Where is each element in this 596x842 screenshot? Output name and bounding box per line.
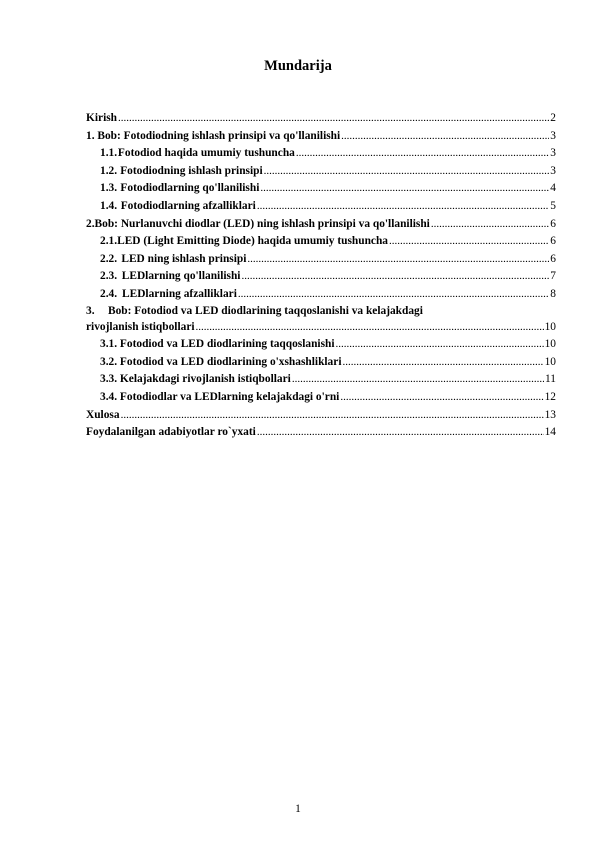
- toc-entry-1-3[interactable]: [86, 180, 556, 198]
- table-of-contents: [86, 110, 556, 442]
- toc-page-number: 6: [550, 235, 556, 248]
- toc-entry-chapter-1[interactable]: [86, 128, 556, 146]
- toc-page-number: 10: [544, 338, 556, 351]
- toc-entry-xulosa[interactable]: [86, 407, 556, 425]
- toc-label: LEDlarning qo'llanilishi: [121, 270, 241, 283]
- toc-page-number: 6: [550, 217, 556, 230]
- leader-dots: [292, 371, 544, 389]
- page-title: Mundarija: [264, 58, 332, 74]
- toc-entry-3-1[interactable]: [86, 336, 556, 354]
- toc-label: 3.2. Fotodiod va LED diodlarining o'xshashliklari: [100, 355, 342, 368]
- leader-dots: [247, 251, 549, 269]
- toc-page-number: 4: [550, 182, 556, 195]
- toc-number: 1.3.: [100, 182, 118, 195]
- leader-dots: [389, 233, 549, 251]
- leader-dots: [238, 286, 549, 304]
- toc-label-line-2: [86, 319, 556, 337]
- toc-label: 3.4. Fotodiodlar va LEDlarning kelajakdagi o'rni: [100, 390, 340, 403]
- toc-entry-2-4[interactable]: [86, 286, 556, 304]
- toc-page-number: 3: [550, 164, 556, 177]
- toc-entry-2-2[interactable]: [86, 251, 556, 269]
- leader-dots: [196, 319, 544, 337]
- toc-entry-3-2[interactable]: [86, 354, 556, 372]
- toc-page-number: 5: [550, 199, 556, 212]
- page-number: 1: [295, 803, 301, 815]
- toc-entry-2-3[interactable]: [86, 268, 556, 286]
- leader-dots: [241, 268, 549, 286]
- toc-page-number: 7: [550, 270, 556, 283]
- leader-dots: [431, 216, 549, 234]
- toc-page-number: 3: [550, 147, 556, 160]
- toc-number: 1.2.: [100, 164, 118, 177]
- toc-number: 2.1.: [100, 235, 118, 248]
- toc-page-number: 11: [545, 373, 556, 386]
- toc-label: LED (Light Emitting Diode) haqida umumiy tushuncha: [117, 235, 388, 248]
- toc-entry-1-2[interactable]: [86, 163, 556, 181]
- toc-label: 3.3. Kelajakdagi rivojlanish istiqbollari: [100, 373, 291, 386]
- leader-dots: [296, 145, 549, 163]
- toc-page-number: 10: [544, 355, 556, 368]
- toc-entry-3-3[interactable]: [86, 371, 556, 389]
- toc-number: 1.4.: [100, 199, 118, 212]
- leader-dots: [341, 128, 549, 146]
- toc-page-number: 8: [550, 287, 556, 300]
- leader-dots: [340, 389, 543, 407]
- toc-entry-3-4[interactable]: [86, 389, 556, 407]
- toc-number: 3.: [86, 304, 95, 317]
- toc-entry-chapter-3[interactable]: [86, 304, 556, 337]
- toc-label: 1. Bob: Fotodiodning ishlash prinsipi va qo'llanilishi: [86, 129, 341, 142]
- toc-label: Fotodiodning ishlash prinsipi: [120, 164, 263, 177]
- toc-label: Fotodiodlarning afzalliklari: [120, 199, 256, 212]
- toc-number: 1.1.: [100, 147, 118, 160]
- toc-page-number: 10: [544, 320, 556, 333]
- leader-dots: [264, 163, 550, 181]
- toc-label: LEDlarning afzalliklari: [122, 287, 237, 300]
- toc-label: 3.1. Fotodiod va LED diodlarining taqqoslanishi: [100, 338, 335, 351]
- toc-entry-1-4[interactable]: [86, 198, 556, 216]
- toc-label: Fotodiodlarning qo'llanilishi: [120, 182, 260, 195]
- toc-label: Fotodiod haqida umumiy tushuncha: [117, 147, 295, 160]
- toc-page-number: 13: [544, 408, 556, 421]
- toc-page-number: 12: [544, 390, 556, 403]
- toc-entry-2-1[interactable]: [86, 233, 556, 251]
- toc-label: Bob: Fotodiod va LED diodlarining taqqoslanishi va kelajakdagi: [108, 304, 423, 317]
- toc-number: 2.: [86, 217, 95, 230]
- toc-label: Foydalanilgan adabiyotlar ro`yxati: [86, 426, 256, 439]
- toc-number: 2.3.: [100, 270, 118, 283]
- leader-dots: [257, 424, 544, 442]
- leader-dots: [260, 180, 549, 198]
- toc-label: rivojlanish istiqbollari: [86, 320, 195, 333]
- toc-page-number: 3: [550, 129, 556, 142]
- toc-page-number: 2: [550, 112, 556, 124]
- leader-dots: [336, 336, 544, 354]
- toc-number: 2.4.: [100, 287, 118, 300]
- leader-dots: [121, 407, 544, 425]
- toc-number: 2.2.: [100, 252, 118, 265]
- leader-dots: [118, 110, 549, 128]
- toc-page-number: 14: [544, 426, 556, 439]
- toc-entry-kirish[interactable]: [86, 110, 556, 128]
- toc-entry-1-1[interactable]: [86, 145, 556, 163]
- leader-dots: [342, 354, 543, 372]
- toc-page-number: 6: [550, 252, 556, 265]
- leader-dots: [257, 198, 549, 216]
- toc-label-line-1: [86, 304, 556, 319]
- toc-label: Xulosa: [86, 408, 120, 421]
- toc-label: Bob: Nurlanuvchi diodlar (LED) ning ishlash prinsipi va qo'llanilishi: [94, 217, 430, 230]
- toc-label: Kirish: [86, 112, 118, 124]
- toc-entry-references[interactable]: [86, 424, 556, 442]
- toc-label: LED ning ishlash prinsipi: [121, 252, 247, 265]
- toc-entry-chapter-2[interactable]: [86, 216, 556, 234]
